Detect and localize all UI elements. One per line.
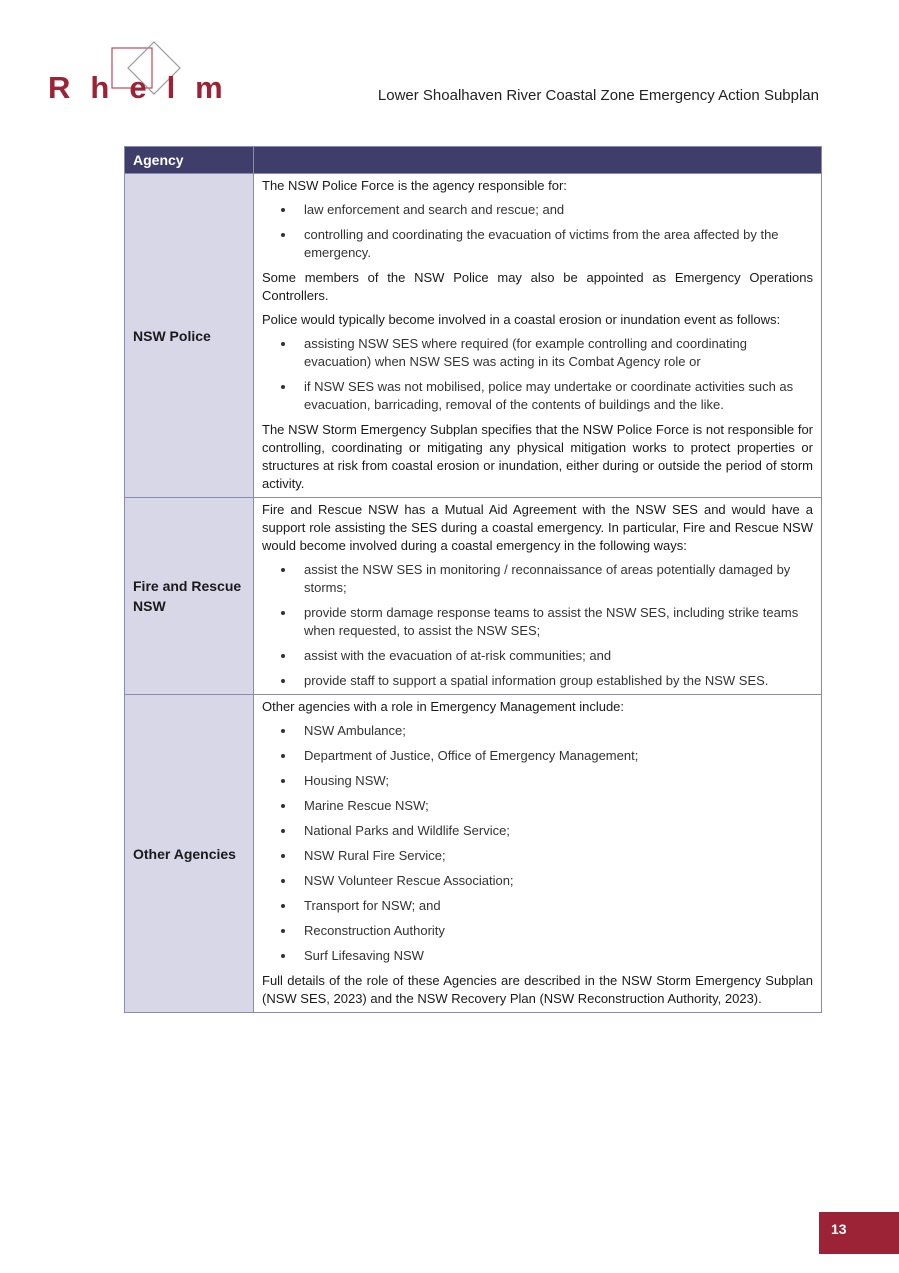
list-item: • provide staff to support a spatial information group established by the NSW SES. <box>296 672 813 690</box>
agency-description <box>254 174 822 498</box>
paragraph: Fire and Rescue NSW has a Mutual Aid Agreement with the NSW SES and would have a support role assisting the SES during a coastal emergency. In particular, Fire and Rescue NSW would become involved during a coastal emergency in the following ways: <box>262 502 813 553</box>
paragraph: Some members of the NSW Police may also be appointed as Emergency Operations Controllers. <box>262 270 813 303</box>
paragraph: Full details of the role of these Agencies are described in the NSW Storm Emergency Subplan (NSW SES, 2023) and the NSW Recovery Plan (NSW Reconstruction Authority, 2023). <box>262 973 813 1006</box>
page-number: 13 <box>819 1212 899 1254</box>
list-item: • National Parks and Wildlife Service; <box>296 822 813 840</box>
list-item: • NSW Ambulance; <box>296 722 813 740</box>
agency-name: Other Agencies <box>125 695 254 1013</box>
bullet-list <box>262 201 813 262</box>
table-row-nsw-police <box>125 174 822 498</box>
list-item: • Reconstruction Authority <box>296 922 813 940</box>
table-row-fire-and-rescue <box>125 498 822 695</box>
list-item: • Department of Justice, Office of Emergency Management; <box>296 747 813 765</box>
agency-name: NSW Police <box>125 174 254 498</box>
bullet-list <box>262 561 813 690</box>
paragraph: Police would typically become involved in a coastal erosion or inundation event as follows: <box>262 312 781 327</box>
list-item: • if NSW SES was not mobilised, police may undertake or coordinate activities such as evacuation, barricading, removal of the contents of buildings and the like. <box>296 378 813 414</box>
agency-description <box>254 695 822 1013</box>
list-item: • assist the NSW SES in monitoring / reconnaissance of areas potentially damaged by storms; <box>296 561 813 597</box>
agency-name: Fire and Rescue NSW <box>125 498 254 695</box>
agency-description <box>254 498 822 695</box>
list-item: • NSW Volunteer Rescue Association; <box>296 872 813 890</box>
list-item: • Transport for NSW; and <box>296 897 813 915</box>
list-item: • controlling and coordinating the evacuation of victims from the area affected by the emergency. <box>296 226 813 262</box>
document-title: Lower Shoalhaven River Coastal Zone Emergency Action Subplan <box>377 87 819 104</box>
rhelm-logo <box>46 40 243 105</box>
paragraph: Other agencies with a role in Emergency Management include: <box>262 699 625 714</box>
list-item: • provide storm damage response teams to assist the NSW SES, including strike teams when requested, to assist the NSW SES; <box>296 604 813 640</box>
column-header-description <box>254 147 822 174</box>
bullet-list <box>262 335 813 414</box>
list-item: • Surf Lifesaving NSW <box>296 947 813 965</box>
table-header-row <box>125 147 822 174</box>
list-item: • assist with the evacuation of at-risk communities; and <box>296 647 813 665</box>
paragraph: The NSW Police Force is the agency responsible for: <box>262 178 567 193</box>
list-item: • Housing NSW; <box>296 772 813 790</box>
list-item: • law enforcement and search and rescue; and <box>296 201 813 219</box>
list-item: • NSW Rural Fire Service; <box>296 847 813 865</box>
bullet-list <box>262 722 813 965</box>
logo-text: Rhelm <box>48 70 243 105</box>
list-item: • Marine Rescue NSW; <box>296 797 813 815</box>
list-item: • assisting NSW SES where required (for example controlling and coordinating evacuation) when NSW SES was acting in its Combat Agency role or <box>296 335 813 371</box>
table-row-other-agencies <box>125 695 822 1013</box>
paragraph: The NSW Storm Emergency Subplan specifies that the NSW Police Force is not responsible for controlling, coordinating or mitigating any physical mitigation works to protect properties or structures at risk from coastal erosion or inundation, either during or outside the period of storm activity. <box>262 422 813 491</box>
agency-table <box>124 146 822 1013</box>
column-header-agency: Agency <box>125 147 254 174</box>
